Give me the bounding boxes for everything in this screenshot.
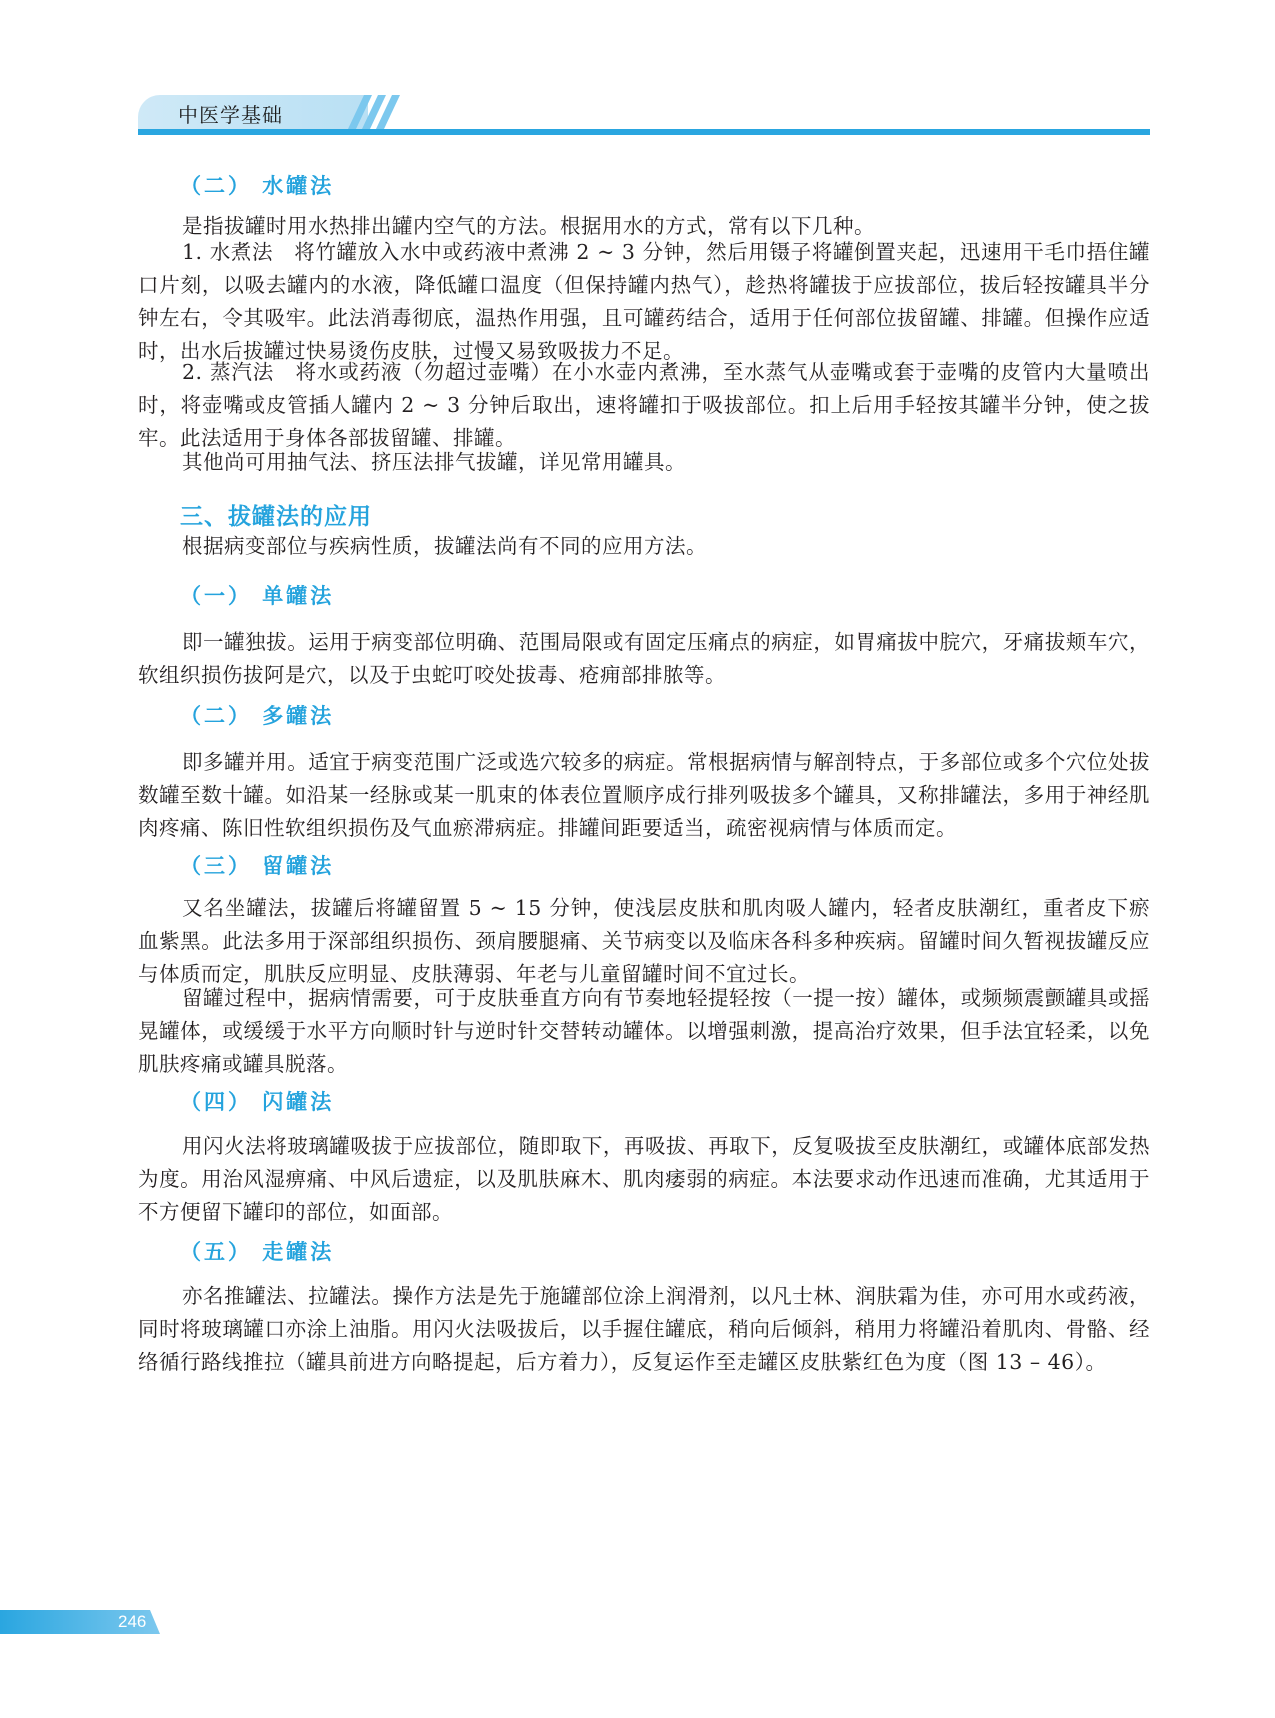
section-heading-single-cup: （一） 单罐法 bbox=[180, 583, 335, 608]
section-heading-retained-cup: （三） 留罐法 bbox=[180, 853, 335, 878]
page-header bbox=[138, 95, 1150, 135]
section-heading-flash-cup: （四） 闪罐法 bbox=[180, 1089, 335, 1114]
section-heading-multi-cup: （二） 多罐法 bbox=[180, 703, 335, 728]
paragraph: 用闪火法将玻璃罐吸拔于应拔部位，随即取下，再吸拔、再取下，反复吸拔至皮肤潮红，或罐体底部发热为度。用治风湿痹痛、中风后遗症，以及肌肤麻木、肌肉痿弱的病症。本法要求动作迅速而准确，尤其适用于不方便留下罐印的部位，如面部。 bbox=[138, 1134, 1150, 1224]
book-title: 中医学基础 bbox=[178, 103, 283, 127]
paragraph: 2. 蒸汽法 将水或药液（勿超过壶嘴）在小水壶内煮沸，至水蒸气从壶嘴或套于壶嘴的皮管内大量喷出时，将壶嘴或皮管插人罐内 2 ~ 3 分钟后取出，速将罐扣于吸拔部位。扣上后用手轻按其罐半分钟，使之拔牢。此法适用于身体各部拔留罐、排罐。 bbox=[138, 360, 1150, 450]
paragraph: 即多罐并用。适宜于病变范围广泛或选穴较多的病症。常根据病情与解剖特点，于多部位或多个穴位处拔数罐至数十罐。如沿某一经脉或某一肌束的体表位置顺序成行排列吸拔多个罐具，又称排罐法，多用于神经肌肉疼痛、陈旧性软组织损伤及气血瘀滞病症。排罐间距要适当，疏密视病情与体质而定。 bbox=[138, 750, 1150, 840]
section-heading-moving-cup: （五） 走罐法 bbox=[180, 1239, 335, 1264]
paragraph: 其他尚可用抽气法、挤压法排气拔罐，详见常用罐具。 bbox=[182, 450, 686, 474]
paragraph: 1. 水煮法 将竹罐放入水中或药液中煮沸 2 ~ 3 分钟，然后用镊子将罐倒置夹起，迅速用干毛巾捂住罐口片刻，以吸去罐内的水液，降低罐口温度（但保持罐内热气），趁热将罐拔于应拔部位，拔后轻按罐具半分钟左右，令其吸牢。此法消毒彻底，温热作用强，且可罐药结合，适用于任何部位拔留罐、排罐。但操作应适时，出水后拔罐过快易烫伤皮肤，过慢又易致吸拔力不足。 bbox=[138, 240, 1150, 363]
header-rule bbox=[138, 129, 1150, 135]
header-stripes-decoration bbox=[334, 95, 404, 129]
page-number: 246 bbox=[118, 1612, 147, 1631]
paragraph: 即一罐独拔。运用于病变部位明确、范围局限或有固定压痛点的病症，如胃痛拔中脘穴，牙痛拔颊车穴，软组织损伤拔阿是穴，以及于虫蛇叮咬处拔毒、疮痈部排脓等。 bbox=[138, 630, 1150, 687]
paragraph: 是指拔罐时用水热排出罐内空气的方法。根据用水的方式，常有以下几种。 bbox=[182, 214, 875, 238]
section-heading-water-cup: （二） 水罐法 bbox=[180, 173, 335, 198]
main-heading-application: 三、拔罐法的应用 bbox=[180, 504, 372, 530]
paragraph: 根据病变部位与疾病性质，拔罐法尚有不同的应用方法。 bbox=[182, 534, 707, 558]
paragraph: 留罐过程中，据病情需要，可于皮肤垂直方向有节奏地轻提轻按（一提一按）罐体，或频频震颤罐具或摇晃罐体，或缓缓于水平方向顺时针与逆时针交替转动罐体。以增强刺激，提高治疗效果，但手法宜轻柔，以免肌肤疼痛或罐具脱落。 bbox=[138, 986, 1150, 1076]
paragraph: 亦名推罐法、拉罐法。操作方法是先于施罐部位涂上润滑剂，以凡士林、润肤霜为佳，亦可用水或药液，同时将玻璃罐口亦涂上油脂。用闪火法吸拔后，以手握住罐底，稍向后倾斜，稍用力将罐沿着肌肉、骨骼、经络循行路线推拉（罐具前进方向略提起，后方着力），反复运作至走罐区皮肤紫红色为度（图 13 – 46）。 bbox=[138, 1284, 1150, 1374]
paragraph: 又名坐罐法，拔罐后将罐留置 5 ~ 15 分钟，使浅层皮肤和肌肉吸人罐内，轻者皮肤潮红，重者皮下瘀血紫黑。此法多用于深部组织损伤、颈肩腰腿痛、关节病变以及临床各科多种疾病。留罐时间久暂视拔罐反应与体质而定，肌肤反应明显、皮肤薄弱、年老与儿童留罐时间不宜过长。 bbox=[138, 896, 1150, 986]
